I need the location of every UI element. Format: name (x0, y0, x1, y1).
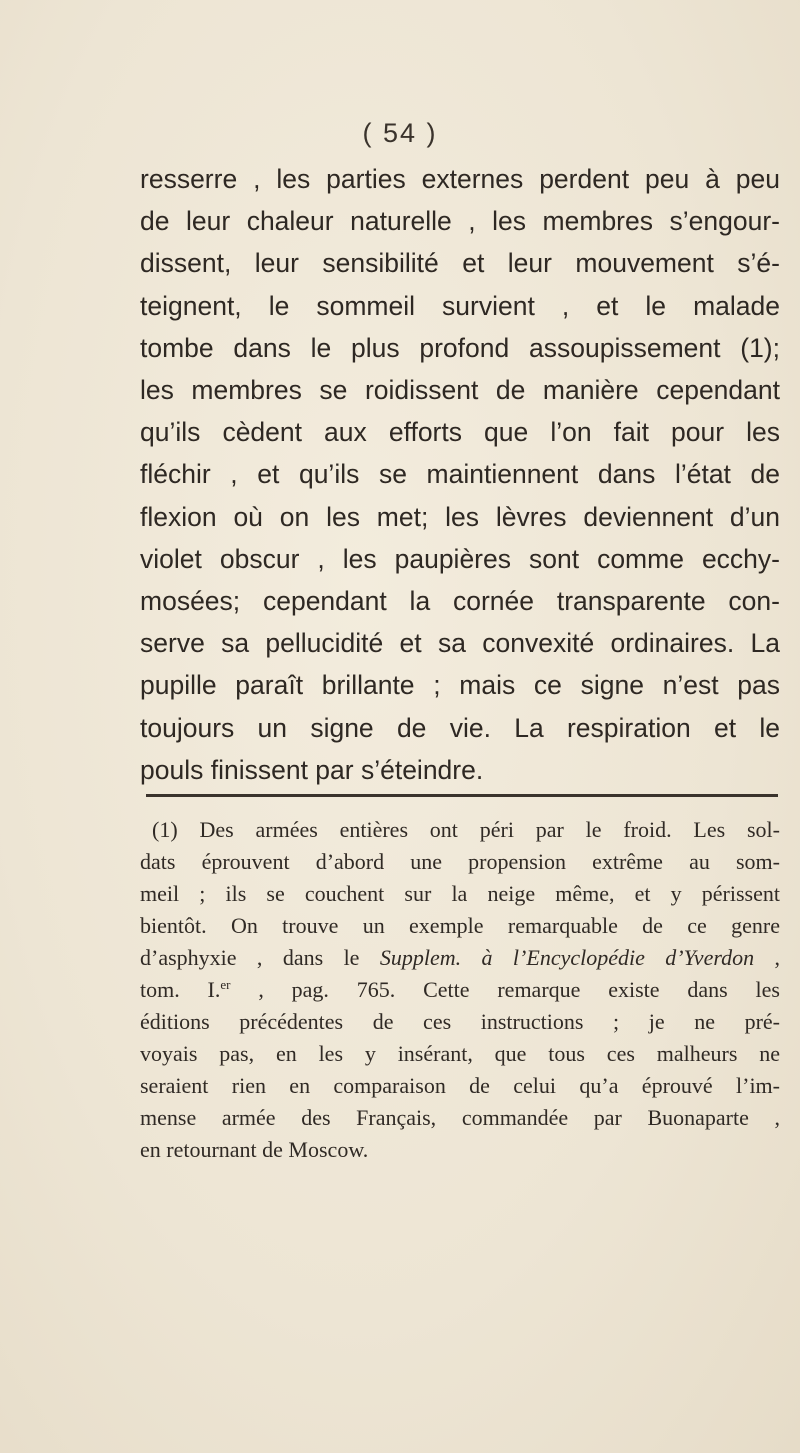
footnote-superscript: er (220, 977, 231, 992)
text-line: toujours un signe de vie. La respiration et le (140, 712, 780, 743)
text-line: dissent, leur sensibilité et leur mouvement s’é- (140, 248, 780, 279)
text-line: de leur chaleur naturelle , les membres s’engour- (140, 206, 780, 237)
text-line: qu’ils cèdent aux efforts que l’on fait pour les (140, 417, 780, 448)
text-line: tombe dans le plus profond assoupissement (1); (140, 332, 780, 363)
footnote-divider (146, 794, 778, 797)
footnote-text: d’asphyxie , dans le (140, 945, 380, 970)
footnote-line (140, 942, 780, 974)
footnote-line: voyais pas, en les y insérant, que tous ces malheurs ne (140, 1041, 780, 1066)
footnote-text: tom. I. (140, 977, 221, 1002)
page-number: ( 54 ) (362, 118, 438, 148)
text-line: les membres se roidissent de manière cependant (140, 375, 780, 406)
text-line: pouls finissent par s’éteindre. (140, 754, 484, 785)
footnote-line: meil ; ils se couchent sur la neige même, et y périssent (140, 881, 780, 906)
footnote-line: mense armée des Français, commandée par Buonaparte , (140, 1105, 780, 1130)
text-line: serve sa pellucidité et sa convexité ordinaires. La (140, 628, 780, 659)
text-line: resserre , les parties externes perdent peu à peu (140, 164, 780, 194)
text-line: flexion où on les met; les lèvres deviennent d’un (140, 501, 780, 532)
footnote-line: seraient rien en comparaison de celui qu’a éprouvé l’im- (140, 1073, 780, 1098)
text-line: mosées; cependant la cornée transparente con- (140, 586, 780, 617)
footnote-text: , pag. 765. Cette remarque existe dans les (230, 977, 780, 1002)
footnote-line: (1) Des armées entières ont péri par le froid. Les sol- (152, 817, 780, 842)
footnote-citation: Supplem. à l’Encyclopédie d’Yverdon (379, 945, 755, 970)
footnote-line (140, 974, 780, 1006)
footnote-text: , (754, 945, 780, 970)
text-line: fléchir , et qu’ils se maintiennent dans l’état de (140, 459, 780, 490)
text-line: pupille paraît brillante ; mais ce signe n’est pas (140, 670, 780, 701)
footnote-line: dats éprouvent d’abord une propension extrême au som- (140, 849, 780, 874)
footnote-line: en retournant de Moscow. (140, 1137, 369, 1162)
footnote (140, 814, 780, 1166)
text-line: teignent, le sommeil survient , et le malade (140, 290, 780, 321)
text-line: violet obscur , les paupières sont comme ecchy- (140, 543, 780, 574)
main-paragraph (140, 158, 780, 791)
footnote-line: bientôt. On trouve un exemple remarquable de ce genre (140, 913, 780, 938)
footnote-line: éditions précédentes de ces instructions ; je ne pré- (140, 1009, 780, 1034)
